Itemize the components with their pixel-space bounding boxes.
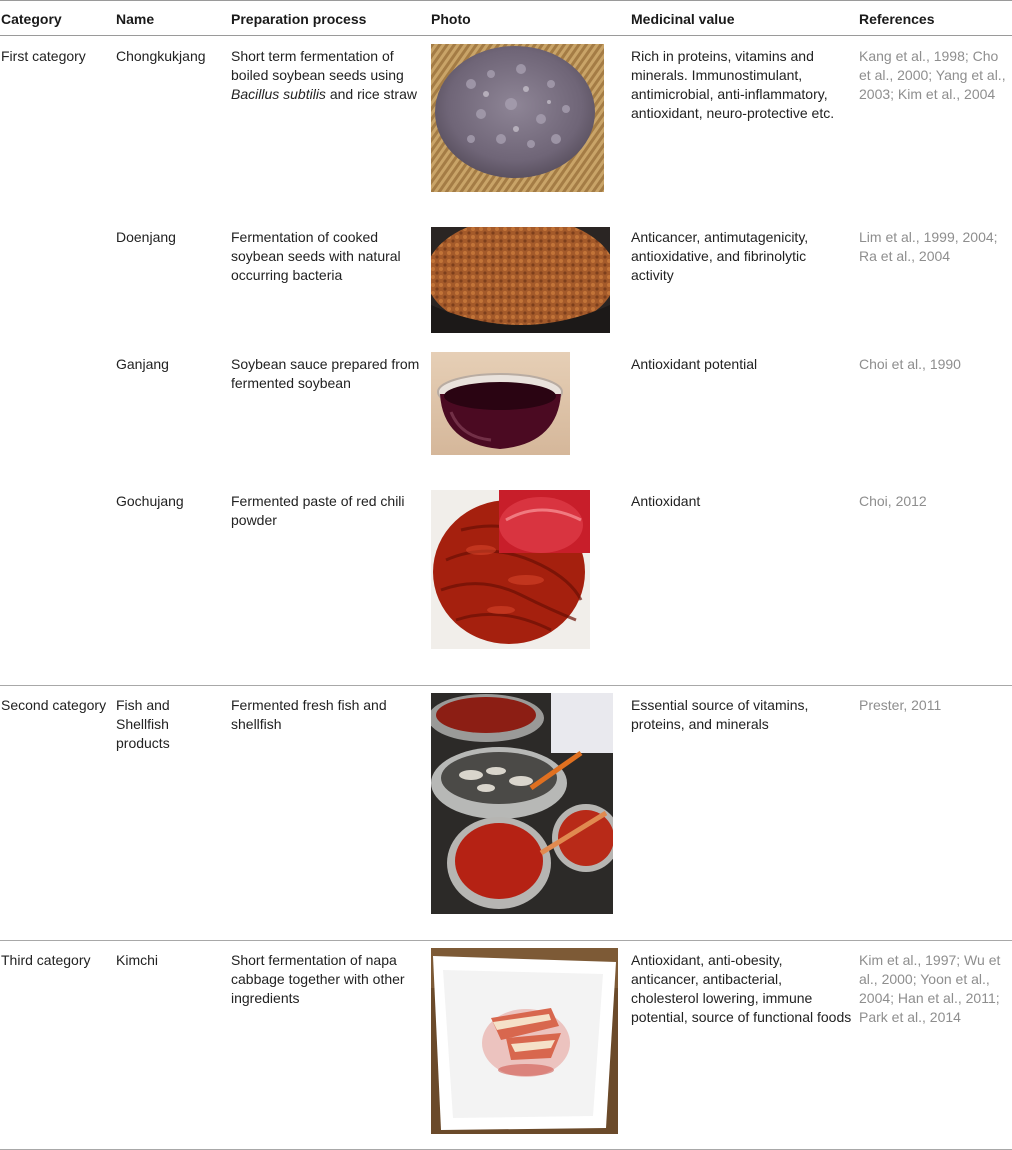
header-references: References	[859, 11, 935, 27]
header-photo: Photo	[431, 11, 471, 27]
table-header-row	[0, 0, 1012, 36]
process-cell: Soybean sauce prepared from fermented soybean	[231, 356, 420, 391]
references-cell: Choi et al., 1990	[859, 356, 961, 372]
header-process: Preparation process	[231, 11, 367, 27]
medicinal-cell: Antioxidant	[631, 493, 701, 509]
medicinal-cell: Anticancer, antimutagenicity, antioxidative, and fibrinolytic activity	[631, 229, 809, 283]
kimchi-photo-icon	[431, 948, 618, 1134]
row-divider	[0, 685, 1012, 686]
process-text: Short term fermentation of	[231, 48, 394, 64]
name-cell: Kimchi	[116, 952, 159, 968]
header-medicinal: Medicinal value	[631, 11, 735, 27]
category-cell: First category	[1, 48, 86, 64]
header-name: Name	[116, 11, 155, 27]
medicinal-cell: Antioxidant potential	[631, 356, 758, 372]
references-cell: Lim et al., 1999, 2004; Ra et al., 2004	[859, 229, 998, 264]
name-cell: Gochujang	[116, 493, 184, 509]
medicinal-cell: Essential source of vitamins, proteins, and minerals	[631, 697, 809, 732]
process-cell: Fermented fresh fish and shellfish	[231, 697, 387, 732]
medicinal-cell: Antioxidant, anti-obesity, anticancer, antibacterial, cholesterol lowering, immune potential, source of functional foods	[631, 952, 852, 1025]
process-text: boiled soybean seeds using	[231, 67, 404, 83]
category-cell: Third category	[1, 952, 91, 968]
chongkukjang-photo-icon	[431, 44, 604, 192]
process-cell	[231, 47, 421, 104]
row-divider	[0, 940, 1012, 941]
name-cell: Doenjang	[116, 229, 176, 245]
references-cell: Prester, 2011	[859, 697, 942, 713]
process-cell: Fermented paste of red chili powder	[231, 493, 405, 528]
fish-shellfish-photo-icon	[431, 693, 613, 914]
process-italic-text: Bacillus subtilis	[231, 86, 326, 102]
name-cell: Ganjang	[116, 356, 169, 372]
ganjang-photo-icon	[431, 352, 570, 455]
name-cell: Chongkukjang	[116, 48, 206, 64]
references-cell: Kang et al., 1998; Cho et al., 2000; Yang et al., 2003; Kim et al., 2004	[859, 48, 1006, 102]
name-cell: Fish and Shellfish products	[116, 697, 170, 751]
process-cell: Short fermentation of napa cabbage together with other ingredients	[231, 952, 405, 1006]
process-cell: Fermentation of cooked soybean seeds with natural occurring bacteria	[231, 229, 401, 283]
category-cell: Second category	[1, 697, 107, 713]
header-category: Category	[1, 11, 62, 27]
doenjang-photo-icon	[431, 227, 610, 333]
references-cell: Choi, 2012	[859, 493, 927, 509]
references-cell: Kim et al., 1997; Wu et al., 2000; Yoon et al., 2004; Han et al., 2011; Park et al., 2014	[859, 952, 1001, 1025]
medicinal-cell: Rich in proteins, vitamins and minerals. Immunostimulant, antimicrobial, anti-inflammatory, antioxidant, neuro-protective etc.	[631, 48, 835, 121]
gochujang-photo-icon	[431, 490, 590, 649]
process-text: and rice straw	[325, 86, 417, 102]
